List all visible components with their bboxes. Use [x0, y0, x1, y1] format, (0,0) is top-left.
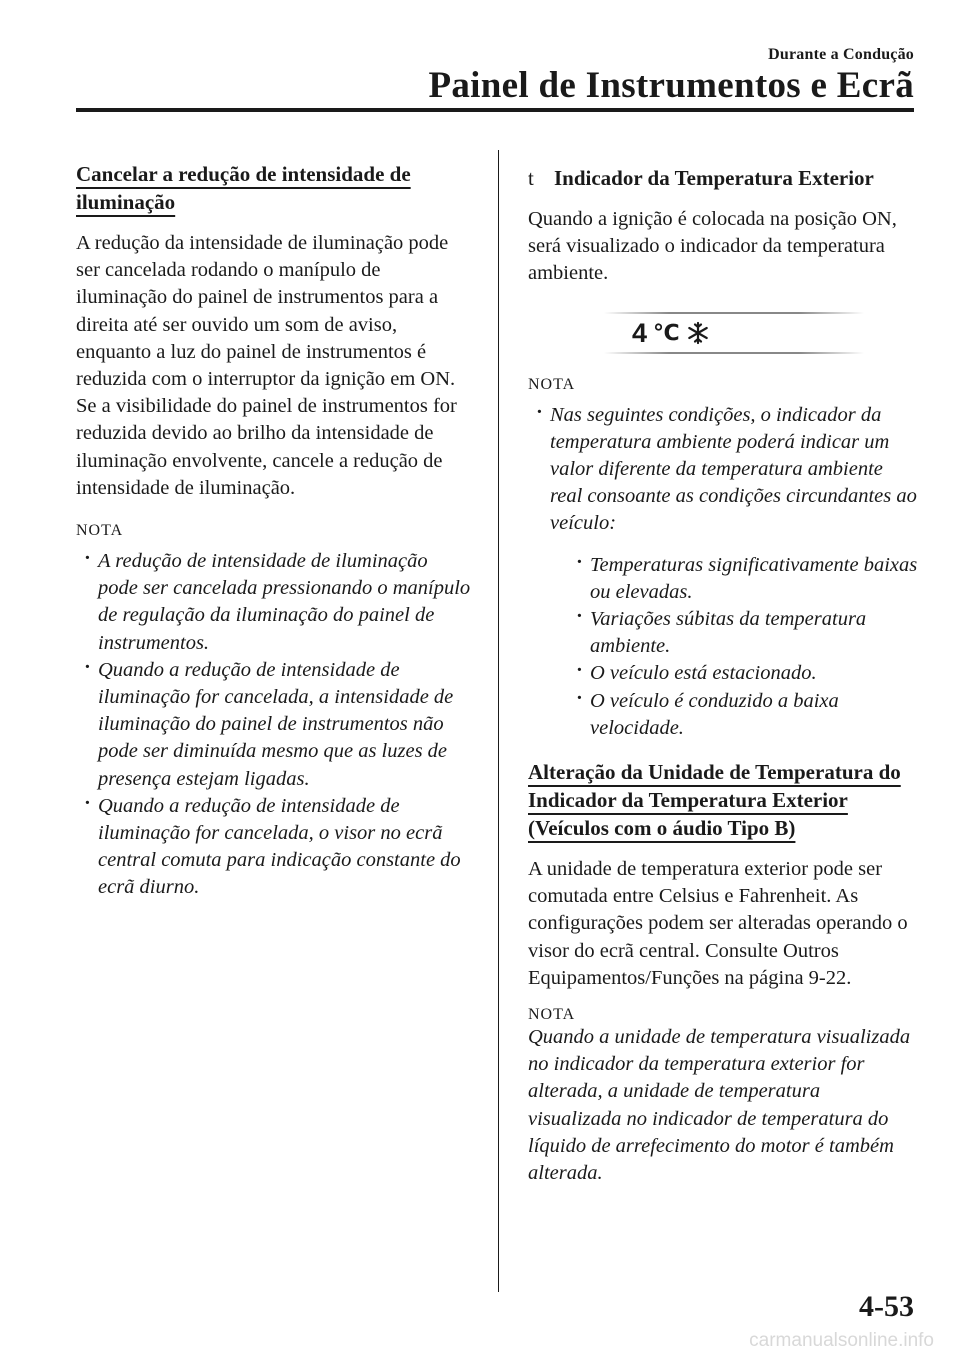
section-symbol: t	[528, 166, 534, 190]
nota-sublist	[550, 552, 918, 742]
page-number: 4-53	[859, 1290, 914, 1323]
paragraph-unit-change: A unidade de temperatura exterior pode ser comutada entre Celsius e Fahrenheit. As configurações podem ser alteradas operando o visor do ecrã central. Consulte Outros Equipamentos/Funções na página 9-22.	[528, 858, 908, 989]
display-line-bottom	[604, 352, 864, 354]
nota-label: NOTA	[528, 375, 576, 393]
nota-label: NOTA	[528, 1006, 576, 1024]
nota-subitem: · O veículo é conduzido a baixa velocidade.	[568, 688, 918, 742]
section-heading-unit-change: Alteração da Unidade de Temperatura do Indicador da Temperatura Exterior (Veículos com o áudio Tipo B)	[528, 760, 901, 841]
column-divider	[498, 150, 499, 1292]
section-heading-outside-temp	[528, 164, 918, 192]
nota-item: · Quando a redução de intensidade de iluminação for cancelada, a intensidade de iluminação do painel de instrumentos não pode ser diminuída mesmo que as luzes de presença estejam ligadas.	[76, 657, 472, 793]
nota-label: NOTA	[76, 522, 124, 540]
paragraph-dimming-cancel: A redução da intensidade de iluminação pode ser cancelada rodando o manípulo de iluminação do painel de instrumentos para a direita até ser ouvido um som de aviso, enquanto a luz do painel de instrumentos é reduzida com o interruptor da ignição em ON. Se a visibilidade do painel de instrumentos for reduzida devido ao brilho da intensidade de iluminação envolvente, cancele a redução de intensidade de iluminação.	[76, 232, 457, 499]
indicator-heading-text: Indicador da Temperatura Exterior	[554, 166, 874, 190]
display-readout	[632, 318, 710, 349]
right-column	[528, 160, 918, 1187]
nota-list	[528, 402, 918, 742]
nota-subitem: · O veículo está estacionado.	[568, 660, 918, 687]
left-column	[76, 160, 472, 902]
nota-text: Quando a unidade de temperatura visualizada no indicador da temperatura exterior for alterada, a unidade de temperatura visualizada no indicador de temperatura do líquido de arrefecimento do motor é também alterada.	[528, 1026, 911, 1185]
watermark: carmanualsonline.info	[749, 1330, 934, 1351]
running-header-title: Painel de Instrumentos e Ecrã	[428, 65, 914, 106]
snowflake-icon	[686, 321, 710, 345]
nota-item: · Quando a redução de intensidade de iluminação for cancelada, o visor no ecrã central comuta para indicação constante do ecrã diurno.	[76, 793, 472, 902]
temperature-display-illustration	[604, 310, 864, 356]
section-heading-dimming-cancel: Cancelar a redução de intensidade de iluminação	[76, 162, 411, 214]
running-header-section: Durante a Condução	[768, 46, 914, 63]
nota-item: · Nas seguintes condições, o indicador da temperatura ambiente poderá indicar um valor diferente da temperatura ambiente real consoante as condições circundantes ao veículo: · Temperaturas significativamente baixas ou elevadas. · Variações súbitas da temperatura ambiente. · O veículo está estacionado. · O veículo é conduzido a baixa velocidade.	[528, 402, 918, 742]
nota-subitem: · Variações súbitas da temperatura ambiente.	[568, 606, 918, 660]
temperature-value: 4	[632, 317, 648, 348]
header-rule	[76, 108, 914, 112]
nota-list	[76, 548, 472, 902]
paragraph-outside-temp: Quando a ignição é colocada na posição ON, será visualizado o indicador da temperatura ambiente.	[528, 208, 897, 285]
nota-item: · A redução de intensidade de iluminação pode ser cancelada pressionando o manípulo de regulação da iluminação do painel de instrumentos.	[76, 548, 472, 657]
display-line-top	[604, 312, 864, 314]
nota-subitem: · Temperaturas significativamente baixas ou elevadas.	[568, 552, 918, 606]
temperature-unit: ℃	[653, 320, 680, 346]
